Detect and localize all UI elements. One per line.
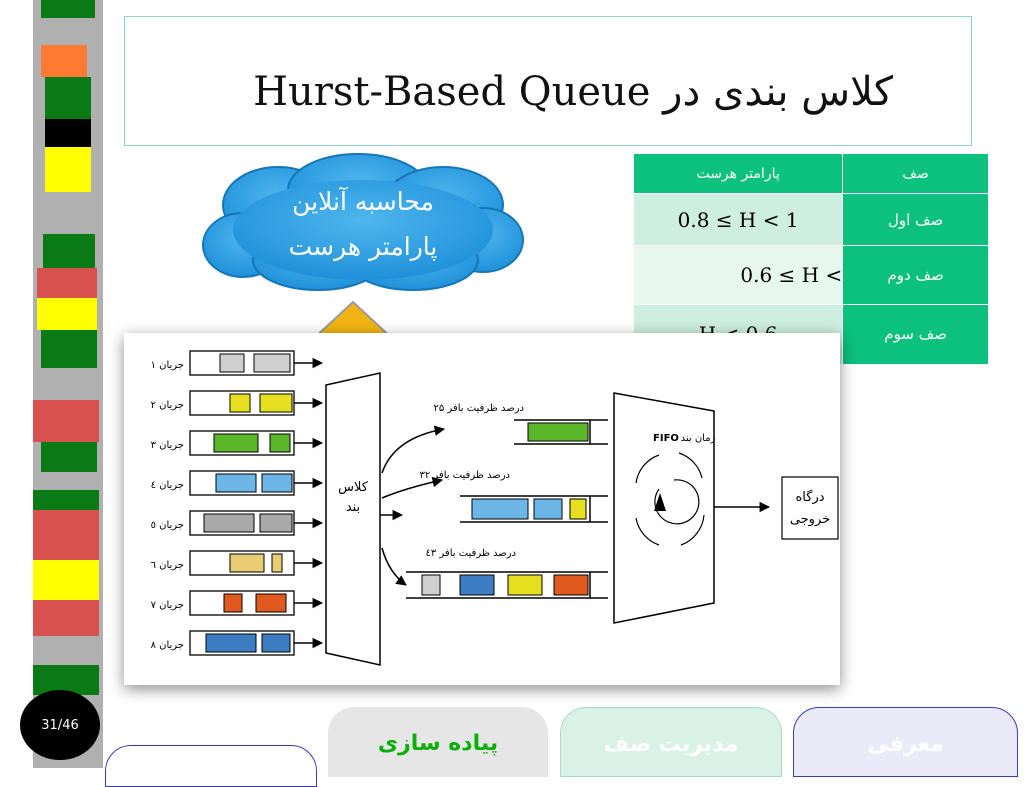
table-header-hurst: پارامتر هرست (634, 154, 843, 194)
flow-label: جریان ٥ (150, 520, 184, 531)
queue-3 (406, 572, 608, 598)
packet (254, 354, 290, 372)
packet (272, 554, 282, 572)
packet (260, 514, 292, 532)
packet (214, 434, 258, 452)
table-cell-param: 0.6 ≤ H < (634, 246, 843, 304)
packet (262, 474, 292, 492)
output-port-box (782, 477, 838, 539)
scheduler-label-1: FIFO (653, 433, 679, 444)
flow-label: جریان ٤ (150, 480, 184, 491)
input-flows (151, 351, 322, 655)
flow-label: جریان ۷ (150, 600, 184, 611)
packet (216, 474, 256, 492)
classifier-label-2: بند (345, 500, 361, 515)
table-row (634, 246, 989, 304)
flow-label: جریان ۳ (150, 440, 184, 451)
table-cell-queue: صف اول (843, 194, 989, 246)
tab-intro[interactable] (793, 707, 1018, 777)
title-box (124, 16, 972, 146)
flow-label: جریان ۱ (150, 360, 184, 371)
cloud-callout (198, 150, 528, 295)
cloud-line-2: پارامتر هرست (288, 232, 438, 261)
packet (224, 594, 242, 612)
packet (204, 514, 254, 532)
classifier-box (326, 373, 380, 665)
tab-queue-management[interactable] (560, 707, 782, 777)
queue-diagram (124, 333, 840, 685)
cloud-line-1: محاسبه آنلاین (292, 187, 434, 216)
buffer-label-1: ۲۵ درصد ظرفیت بافر (433, 403, 524, 414)
queue-2 (460, 496, 608, 522)
output-label-1: درگاه (795, 490, 825, 505)
flow-label: جریان ۸ (150, 640, 184, 651)
tab-blank[interactable] (105, 745, 317, 787)
packet (230, 554, 264, 572)
buffer-label-3: ٤۳ درصد ظرفیت بافر (425, 548, 516, 559)
packet (270, 434, 290, 452)
packet (256, 594, 286, 612)
queue-1 (514, 420, 608, 444)
buffer-label-2: ۳۲ درصد ظرفیت بافر (419, 470, 510, 481)
classifier-label-1: کلاس (338, 480, 368, 495)
slide-title: کلاس بندی در Hurst-Based Queue (253, 69, 893, 115)
page-number-badge (20, 690, 100, 760)
flow-label: جریان ٦ (150, 560, 184, 571)
table-row (634, 194, 989, 246)
table-cell-queue: صف سوم (843, 304, 989, 364)
flow-label: جریان ۲ (150, 400, 184, 411)
packet (230, 394, 250, 412)
tab-intro-label: معرفی (867, 732, 944, 757)
tab-implementation-label: پیاده سازی (377, 731, 499, 756)
tab-queue-management-label: مدیریت صف (603, 732, 739, 757)
output-label-2: خروجی (789, 512, 831, 527)
packet (260, 394, 292, 412)
cloud-shape (198, 150, 528, 295)
packet (220, 354, 244, 372)
table-cell-param: 0.8 ≤ H < 1 (634, 194, 843, 246)
decorative-color-strip (33, 0, 103, 768)
table-cell-queue: صف دوم (843, 246, 989, 304)
table-header-queue: صف (843, 154, 989, 194)
page-number: 31/46 (41, 717, 79, 733)
packet (206, 634, 256, 652)
packet (262, 634, 290, 652)
tab-implementation[interactable] (328, 707, 548, 777)
scheduler-label-2: زمان بند (680, 433, 716, 444)
